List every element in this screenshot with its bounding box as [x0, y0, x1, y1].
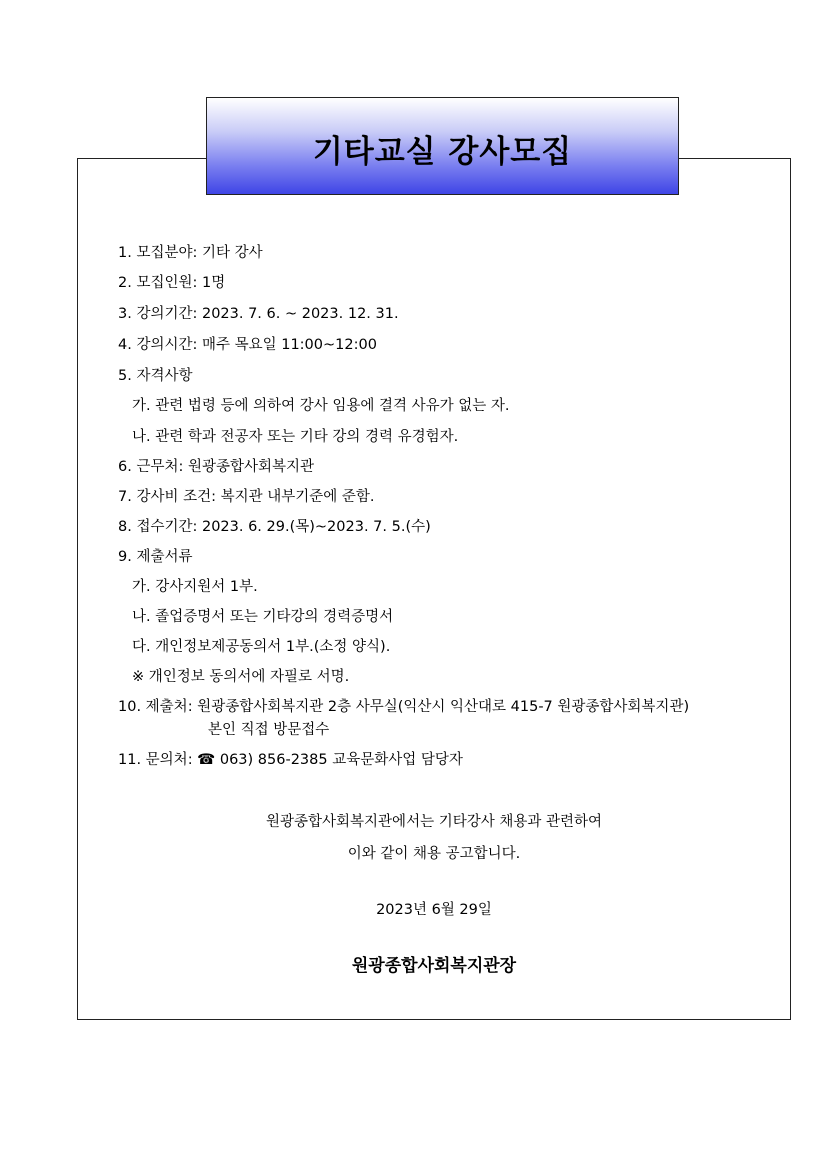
item-headcount: 2. 모집인원: 1명: [118, 275, 226, 291]
document-b: 나. 졸업증명서 또는 기타강의 경력증명서: [132, 609, 394, 625]
document-note: ※ 개인정보 동의서에 자필로 서명.: [132, 669, 350, 685]
notice-line-1: 원광종합사회복지관에서는 기타강사 채용과 관련하여: [266, 814, 602, 830]
submission-method: 본인 직접 방문접수: [208, 722, 330, 738]
qualification-a: 가. 관련 법령 등에 의하여 강사 임용에 결격 사유가 없는 자.: [132, 398, 510, 414]
signature: 원광종합사회복지관장: [351, 956, 517, 976]
notice-date: 2023년 6월 29일: [376, 902, 492, 918]
title-banner: [206, 97, 679, 195]
document-c: 다. 개인정보제공동의서 1부.(소정 양식).: [132, 639, 391, 655]
item-contact: 11. 문의처: ☎ 063) 856-2385 교육문화사업 담당자: [118, 752, 463, 768]
item-pay-condition: 7. 강사비 조건: 복지관 내부기준에 준함.: [118, 489, 375, 505]
item-application-period: 8. 접수기간: 2023. 6. 29.(목)~2023. 7. 5.(수): [118, 519, 431, 535]
item-qualifications: 5. 자격사항: [118, 368, 193, 384]
notice-line-2: 이와 같이 채용 공고합니다.: [347, 846, 521, 862]
item-recruitment-field: 1. 모집분야: 기타 강사: [118, 245, 263, 261]
item-lecture-time: 4. 강의시간: 매주 목요일 11:00~12:00: [118, 337, 377, 353]
qualification-b: 나. 관련 학과 전공자 또는 기타 강의 경력 유경험자.: [132, 429, 459, 445]
item-submission-place: 10. 제출처: 원광종합사회복지관 2층 사무실(익산시 익산대로 415-7 원광종합사회복지관): [118, 699, 690, 715]
document-a: 가. 강사지원서 1부.: [132, 579, 258, 595]
item-lecture-period: 3. 강의기간: 2023. 7. 6. ~ 2023. 12. 31.: [118, 306, 399, 322]
item-documents: 9. 제출서류: [118, 549, 193, 565]
item-workplace: 6. 근무처: 원광종합사회복지관: [118, 459, 315, 475]
document-title: 기타교실 강사모집: [312, 133, 573, 170]
